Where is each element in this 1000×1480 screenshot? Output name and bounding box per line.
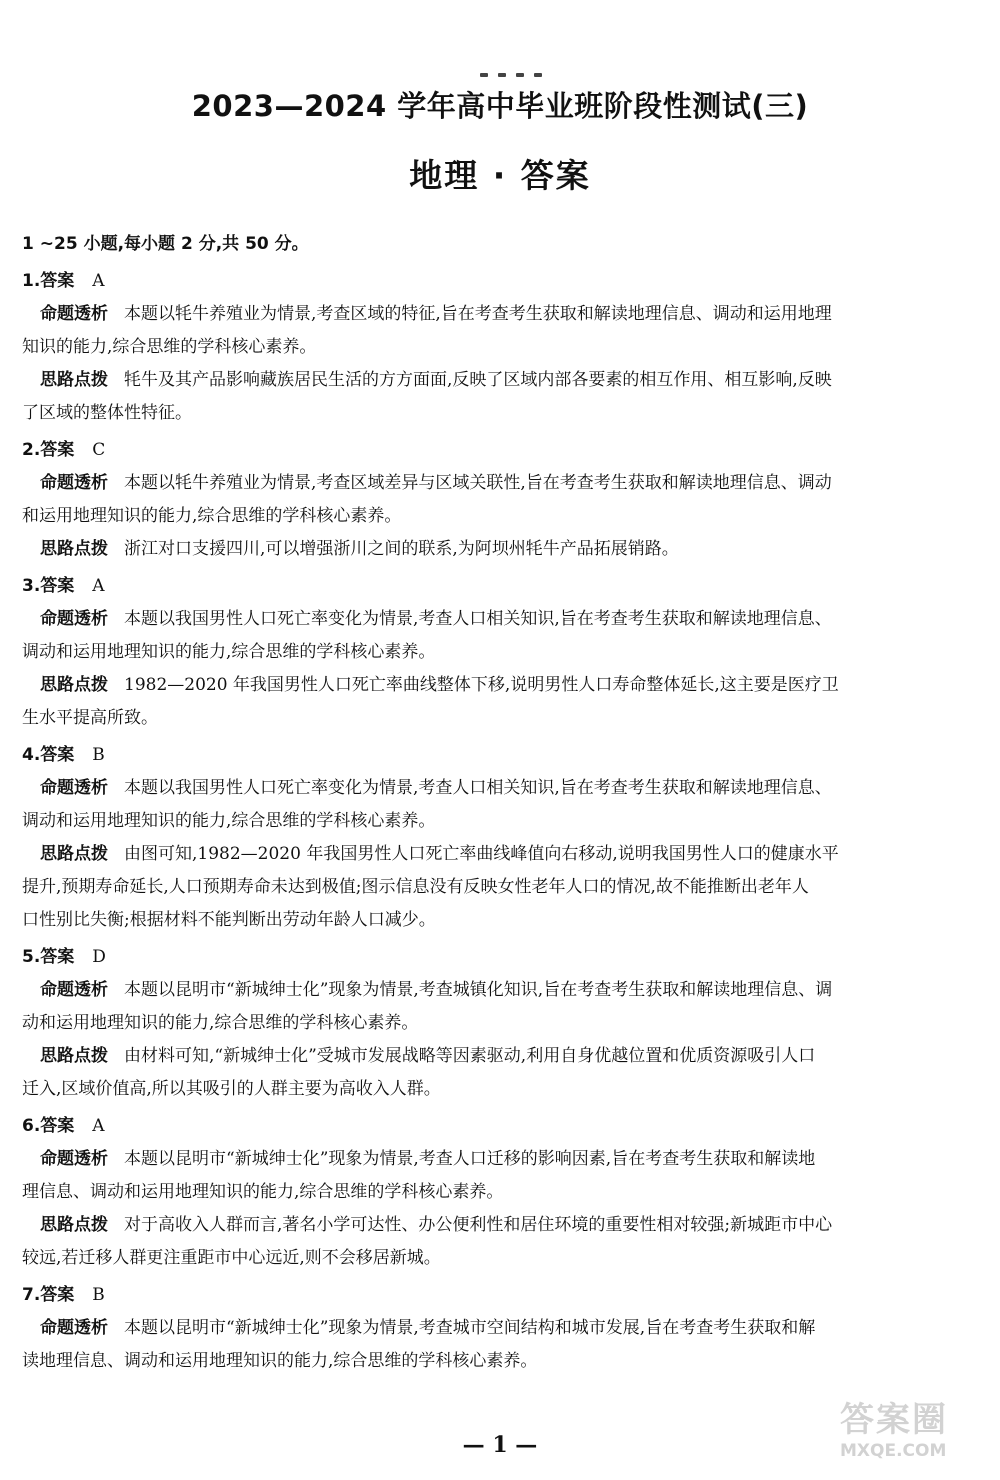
analysis-label: 命题透析 <box>40 1318 108 1338</box>
analysis-paragraph-line <box>22 467 980 500</box>
analysis-label: 命题透析 <box>40 1149 108 1169</box>
answer-label: 答案 <box>40 1285 75 1305</box>
analysis-text: 读地理信息、调动和运用地理知识的能力,综合思维的学科核心素养。 <box>22 1351 538 1371</box>
answer-label: 答案 <box>40 576 75 596</box>
hint-paragraph-line <box>22 533 980 566</box>
hint-paragraph-line <box>22 1209 980 1242</box>
hint-text: 了区域的整体性特征。 <box>22 403 192 423</box>
answer-value: A <box>92 1116 105 1136</box>
answer-value: B <box>92 1285 105 1305</box>
hint-text: 提升,预期寿命延长,人口预期寿命未达到极值;图示信息没有反映女性老年人口的情况,故不能推断出老年人 <box>22 877 809 897</box>
answer-value: C <box>92 440 106 460</box>
answer-label: 答案 <box>40 440 75 460</box>
analysis-text: 本题以昆明市“新城绅士化”现象为情景,考查城镇化知识,旨在考查考生获取和解读地理信息、调 <box>124 980 833 1000</box>
hint-text: 对于高收入人群而言,著名小学可达性、办公便利性和居住环境的重要性相对较强;新城距市中心 <box>124 1215 833 1235</box>
hint-label: 思路点拨 <box>40 1215 108 1235</box>
hint-paragraph-line <box>22 397 980 430</box>
answer-label: 答案 <box>40 745 75 765</box>
hint-text: 1982—2020 年我国男性人口死亡率曲线整体下移,说明男性人口寿命整体延长,这主要是医疗卫 <box>124 675 839 695</box>
analysis-text: 本题以我国男性人口死亡率变化为情景,考查人口相关知识,旨在考查考生获取和解读地理信息、 <box>124 778 832 798</box>
hint-paragraph-line <box>22 1073 980 1106</box>
analysis-text: 本题以我国男性人口死亡率变化为情景,考查人口相关知识,旨在考查考生获取和解读地理信息、 <box>124 609 832 629</box>
analysis-text: 和运用地理知识的能力,综合思维的学科核心素养。 <box>22 506 402 526</box>
question-answer-line <box>22 1110 980 1143</box>
question-answer-line <box>22 265 980 298</box>
analysis-paragraph-line <box>22 1312 980 1345</box>
answer-value: A <box>92 576 105 596</box>
analysis-text: 本题以昆明市“新城绅士化”现象为情景,考查人口迁移的影响因素,旨在考查考生获取和解读地 <box>124 1149 816 1169</box>
hint-paragraph-line <box>22 1242 980 1275</box>
analysis-paragraph-line <box>22 500 980 533</box>
question-number: 5. <box>22 947 41 967</box>
analysis-paragraph-line <box>22 805 980 838</box>
analysis-paragraph-line <box>22 1345 980 1378</box>
analysis-text: 知识的能力,综合思维的学科核心素养。 <box>22 337 317 357</box>
question-answer-line <box>22 739 980 772</box>
hint-label: 思路点拨 <box>40 675 108 695</box>
hint-text: 由图可知,1982—2020 年我国男性人口死亡率曲线峰值向右移动,说明我国男性人口的健康水平 <box>124 844 839 864</box>
answer-value: D <box>92 947 106 967</box>
answer-value: A <box>92 271 105 291</box>
hint-label: 思路点拨 <box>40 844 108 864</box>
hint-paragraph-line <box>22 838 980 871</box>
question-answer-line <box>22 570 980 603</box>
question-number: 1. <box>22 271 41 291</box>
analysis-text: 动和运用地理知识的能力,综合思维的学科核心素养。 <box>22 1013 419 1033</box>
hint-label: 思路点拨 <box>40 370 108 390</box>
answer-content <box>22 228 980 1378</box>
watermark-url: MXQE.COM <box>840 1441 947 1461</box>
hint-paragraph-line <box>22 1040 980 1073</box>
page-title: 2023—2024 学年高中毕业班阶段性测试(三) <box>191 89 809 123</box>
hint-paragraph-line <box>22 702 980 735</box>
hint-paragraph-line <box>22 669 980 702</box>
answer-label: 答案 <box>40 947 75 967</box>
analysis-label: 命题透析 <box>40 304 108 324</box>
analysis-paragraph-line <box>22 1176 980 1209</box>
watermark-text: 答案圈 <box>840 1400 948 1440</box>
analysis-text: 理信息、调动和运用地理知识的能力,综合思维的学科核心素养。 <box>22 1182 504 1202</box>
analysis-text: 本题以牦牛养殖业为情景,考查区域的特征,旨在考查考生获取和解读地理信息、调动和运用地理 <box>124 304 832 324</box>
hint-label: 思路点拨 <box>40 539 108 559</box>
hint-text: 较远,若迁移人群更注重距市中心远近,则不会移居新城。 <box>22 1248 441 1268</box>
hint-label: 思路点拨 <box>40 1046 108 1066</box>
analysis-paragraph-line <box>22 603 980 636</box>
analysis-text: 调动和运用地理知识的能力,综合思维的学科核心素养。 <box>22 642 436 662</box>
analysis-label: 命题透析 <box>40 778 108 798</box>
watermark-logo <box>840 1400 990 1470</box>
hint-text: 浙江对口支援四川,可以增强浙川之间的联系,为阿坝州牦牛产品拓展销路。 <box>124 539 679 559</box>
analysis-label: 命题透析 <box>40 980 108 1000</box>
analysis-text: 本题以牦牛养殖业为情景,考查区域差异与区域关联性,旨在考查考生获取和解读地理信息、调动 <box>124 473 832 493</box>
hint-paragraph-line <box>22 904 980 937</box>
analysis-paragraph-line <box>22 298 980 331</box>
analysis-text: 调动和运用地理知识的能力,综合思维的学科核心素养。 <box>22 811 436 831</box>
question-answer-line <box>22 1279 980 1312</box>
hint-text: 迁入,区域价值高,所以其吸引的人群主要为高收入人群。 <box>22 1079 441 1099</box>
question-number: 6. <box>22 1116 41 1136</box>
page-subtitle: 地理 · 答案 <box>409 156 591 195</box>
analysis-label: 命题透析 <box>40 609 108 629</box>
answer-label: 答案 <box>40 271 75 291</box>
hint-text: 生水平提高所致。 <box>22 708 158 728</box>
page-number: — 1 — <box>462 1432 538 1458</box>
analysis-paragraph-line <box>22 1007 980 1040</box>
hint-text: 口性别比失衡;根据材料不能判断出劳动年龄人口减少。 <box>22 910 436 930</box>
header-decoration <box>480 62 570 72</box>
question-answer-line <box>22 941 980 974</box>
question-number: 2. <box>22 440 41 460</box>
hint-paragraph-line <box>22 871 980 904</box>
analysis-paragraph-line <box>22 331 980 364</box>
answer-value: B <box>92 745 105 765</box>
analysis-paragraph-line <box>22 974 980 1007</box>
question-number: 3. <box>22 576 41 596</box>
question-answer-line <box>22 434 980 467</box>
analysis-text: 本题以昆明市“新城绅士化”现象为情景,考查城市空间结构和城市发展,旨在考查考生获取和解 <box>124 1318 816 1338</box>
analysis-paragraph-line <box>22 636 980 669</box>
question-number: 4. <box>22 745 41 765</box>
analysis-paragraph-line <box>22 1143 980 1176</box>
intro-text: 1 ~25 小题,每小题 2 分,共 50 分。 <box>22 234 309 254</box>
analysis-paragraph-line <box>22 772 980 805</box>
analysis-label: 命题透析 <box>40 473 108 493</box>
answer-label: 答案 <box>40 1116 75 1136</box>
hint-text: 牦牛及其产品影响藏族居民生活的方方面面,反映了区域内部各要素的相互作用、相互影响,反映 <box>124 370 832 390</box>
hint-paragraph-line <box>22 364 980 397</box>
hint-text: 由材料可知,“新城绅士化”受城市发展战略等因素驱动,利用自身优越位置和优质资源吸引人口 <box>124 1046 816 1066</box>
question-number: 7. <box>22 1285 41 1305</box>
